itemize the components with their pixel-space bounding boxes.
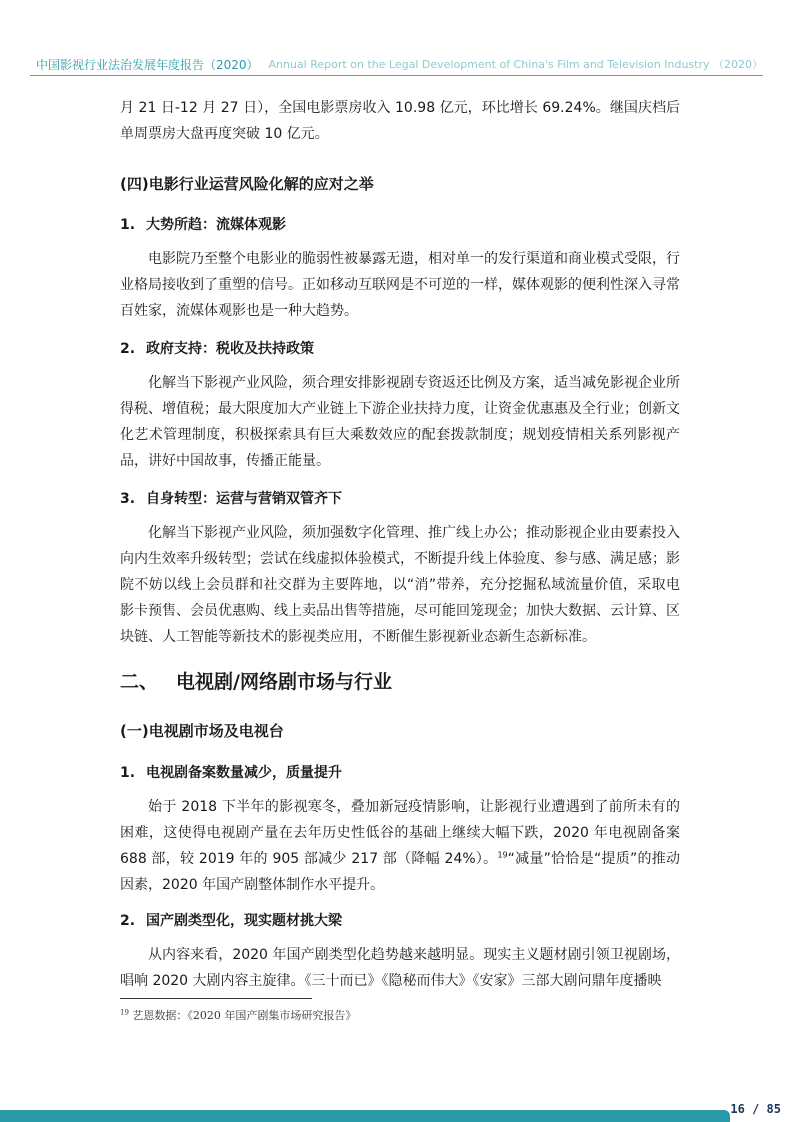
footnote-rule [120,998,312,999]
footnote [120,1007,356,1023]
item-b1-title: 电视剧备案数量减少，质量提升 [146,765,342,781]
item-b1-text-part2: “减量”恰恰是“提质”的推动因素，2020 年国产剧整体制作水平提升。 [120,851,681,893]
intro-paragraph: 月 21 日-12 月 27 日），全国电影票房收入 10.98 亿元，环比增长 69.24%。继国庆档后单周票房大盘再度突破 10 亿元。 [120,100,680,142]
section-2-heading [120,668,680,696]
item-2-number: 2. [120,341,136,357]
item-b1-heading [120,762,680,784]
footnote-ref-19: 19 [497,850,508,860]
item-b1-text-part1: 始于 2018 下半年的影视寒冬，叠加新冠疫情影响，让影视行业遭遇到了前所未有的困难，这使得电视剧产量在去年历史性低谷的基础上继续大幅下跌，2020 年电视剧备案 688 部，较 2019 年的 905 部减少 217 部（降幅 24%）。 [120,799,680,867]
item-b2-number: 2. [120,913,136,929]
footer-bar [0,1110,730,1122]
item-b2-title: 国产剧类型化，现实题材挑大梁 [146,913,342,929]
subsection-1-title: (一)电视剧市场及电视台 [120,722,284,740]
main-content [120,95,680,994]
header-title-cn: 中国影视行业法治发展年度报告（2020） [36,58,259,72]
item-3-title: 自身转型：运营与营销双管齐下 [146,491,342,507]
item-b2-heading [120,910,680,932]
header-rule [30,75,763,76]
item-1-number: 1. [120,217,136,233]
section-2-title: 电视剧/网络剧市场与行业 [176,671,392,693]
page-number: 16 / 85 [730,1102,781,1116]
footnote-text: 艺恩数据：《2020 年国产剧集市场研究报告》 [128,1009,357,1022]
item-b2-paragraph: 从内容来看，2020 年国产剧类型化趋势越来越明显。现实主义题材剧引领卫视剧场，唱响 2020 大剧内容主旋律。《三十而已》《隐秘而伟大》《安家》三部大剧问鼎年度播映 [120,947,680,989]
footnote-number: 19 [120,1008,129,1017]
item-2-title: 政府支持：税收及扶持政策 [146,341,314,357]
item-2-heading [120,338,680,360]
item-3-number: 3. [120,491,136,507]
section-4-title: (四)电影行业运营风险化解的应对之举 [120,175,374,193]
item-b1-paragraph [120,794,680,898]
item-3-paragraph: 化解当下影视产业风险，须加强数字化管理、推广线上办公；推动影视企业由要素投入向内生效率升级转型；尝试在线虚拟体验模式，不断提升线上体验度、参与感、满足感；影院不妨以线上会员群和社交群为主要阵地，以“消”带养，充分挖掘私域流量价值，采取电影卡预售、会员优惠购、线上卖品出售等措施，尽可能回笼现金；加快大数据、云计算、区块链、人工智能等新技术的影视类应用，不断催生影视新业态新生态新标准。 [120,525,680,645]
header-title-en: Annual Report on the Legal Development of China's Film and Television Industry （2020） [268,58,763,71]
section-2-number: 二、 [120,671,159,693]
item-2-paragraph: 化解当下影视产业风险，须合理安排影视剧专资返还比例及方案，适当减免影视企业所得税、增值税；最大限度加大产业链上下游企业扶持力度，让资金优惠惠及全行业；创新文化艺术管理制度，积极探索具有巨大乘数效应的配套拨款制度；规划疫情相关系列影视产品，讲好中国故事，传播正能量。 [120,375,680,469]
item-1-paragraph: 电影院乃至整个电影业的脆弱性被暴露无遗，相对单一的发行渠道和商业模式受限，行业格局接收到了重塑的信号。正如移动互联网是不可逆的一样，媒体观影的便利性深入寻常百姓家，流媒体观影也是一种大趋势。 [120,251,680,319]
page-header [36,56,763,72]
item-1-title: 大势所趋：流媒体观影 [146,217,286,233]
item-3-heading [120,488,680,510]
item-b1-number: 1. [120,765,136,781]
item-1-heading [120,214,680,236]
